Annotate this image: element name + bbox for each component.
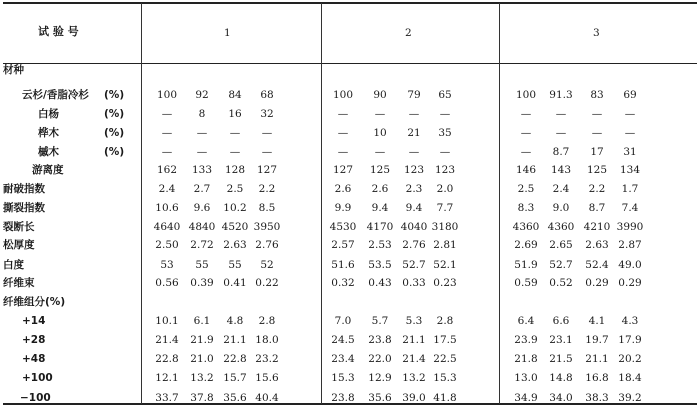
table-cell: 2.69 [514, 239, 538, 251]
table-cell: 52.4 [585, 259, 609, 271]
table-cell: 2.2 [258, 183, 276, 195]
row-unit: (%) [104, 89, 125, 101]
table-cell: 21.1 [585, 353, 609, 365]
table-cell: 143 [550, 164, 572, 176]
table-cell: 19.7 [585, 334, 609, 346]
table-cell: 23.2 [255, 353, 279, 365]
table-cell: 35.6 [368, 392, 392, 404]
table-cell: 21.9 [190, 334, 214, 346]
table-cell: 39.2 [618, 392, 642, 404]
table-cell: 7.0 [334, 315, 352, 327]
table-cell: 4040 [400, 221, 428, 233]
table-cell: — [229, 146, 241, 158]
table-cell: 41.8 [433, 392, 457, 404]
table-cell: 39.0 [402, 392, 426, 404]
table-cell: 134 [619, 164, 641, 176]
table-cell: 8.7 [588, 202, 606, 214]
table-cell: 2.4 [552, 183, 570, 195]
row-label: 材种 [3, 64, 24, 76]
header-label: 试 验 号 [38, 25, 79, 38]
table-cell: 5.7 [371, 315, 389, 327]
column-divider [499, 3, 500, 404]
table-cell: 4530 [329, 221, 357, 233]
table-cell: 92 [195, 89, 209, 101]
table-cell: — [624, 127, 636, 139]
table-cell: 16.8 [585, 372, 609, 384]
table-cell: 9.4 [405, 202, 423, 214]
row-unit: (%) [104, 108, 125, 120]
table-cell: 7.7 [436, 202, 454, 214]
table-cell: 32 [260, 108, 274, 120]
table-cell: 9.9 [334, 202, 352, 214]
table-cell: 6.4 [517, 315, 535, 327]
table-cell: 6.1 [193, 315, 211, 327]
table-cell: 23.8 [368, 334, 392, 346]
table-cell: 2.65 [549, 239, 573, 251]
table-cell: 15.3 [331, 372, 355, 384]
table-cell: 14.8 [549, 372, 573, 384]
table-cell: 4640 [153, 221, 181, 233]
table-cell: 4.8 [226, 315, 244, 327]
row-label: +28 [22, 334, 46, 346]
table-cell: 21.8 [514, 353, 538, 365]
row-unit: (%) [104, 127, 125, 139]
table-cell: 2.3 [405, 183, 423, 195]
table-cell: — [555, 127, 567, 139]
table-cell: — [161, 146, 173, 158]
table-cell: 10.2 [223, 202, 247, 214]
table-cell: 13.2 [190, 372, 214, 384]
table-cell: 0.59 [514, 277, 538, 289]
table-cell: — [261, 146, 273, 158]
table-cell: 35.6 [223, 392, 247, 404]
table-cell: 0.41 [223, 277, 247, 289]
table-cell: 0.52 [549, 277, 573, 289]
table-cell: 31 [623, 146, 637, 158]
table-cell: 21.4 [155, 334, 179, 346]
table-cell: 52.1 [433, 259, 457, 271]
table-cell: 18.0 [255, 334, 279, 346]
table-cell: 2.50 [155, 239, 179, 251]
table-cell: 12.9 [368, 372, 392, 384]
row-label: −100 [20, 392, 51, 404]
table-cell: — [439, 146, 451, 158]
table-cell: 22.8 [223, 353, 247, 365]
table-cell: 23.9 [514, 334, 538, 346]
table-cell: 8.7 [552, 146, 570, 158]
table-cell: — [555, 108, 567, 120]
table-cell: — [196, 146, 208, 158]
table-cell: 2.7 [193, 183, 211, 195]
row-label: 耐破指数 [3, 183, 45, 195]
table-cell: 2.57 [331, 239, 355, 251]
table-cell: — [520, 108, 532, 120]
row-label: 白杨 [38, 108, 59, 120]
table-cell: 18.4 [618, 372, 642, 384]
table-cell: 17.5 [433, 334, 457, 346]
table-cell: 123 [403, 164, 425, 176]
table-cell: 123 [434, 164, 456, 176]
row-label: 裂断长 [3, 221, 35, 233]
table-cell: 2.5 [226, 183, 244, 195]
table-cell: 8.3 [517, 202, 535, 214]
table-cell: 15.3 [433, 372, 457, 384]
table-cell: 127 [256, 164, 278, 176]
table-cell: 128 [224, 164, 246, 176]
table-cell: — [591, 108, 603, 120]
table-cell: 4170 [366, 221, 394, 233]
table-cell: 0.43 [368, 277, 392, 289]
table-cell: 0.29 [585, 277, 609, 289]
table-cell: — [161, 108, 173, 120]
table-cell: 40.4 [255, 392, 279, 404]
table-cell: 125 [586, 164, 608, 176]
table-cell: 22.0 [368, 353, 392, 365]
table-cell: — [337, 146, 349, 158]
table-cell: 0.32 [331, 277, 355, 289]
table-cell: 2.76 [402, 239, 426, 251]
table-cell: 3990 [616, 221, 644, 233]
table-cell: 2.4 [158, 183, 176, 195]
table-cell: 84 [228, 89, 242, 101]
table-cell: 4.1 [588, 315, 606, 327]
table-cell: 162 [156, 164, 178, 176]
table-cell: 0.39 [190, 277, 214, 289]
table-cell: 21.1 [223, 334, 247, 346]
row-unit: (%) [104, 146, 125, 158]
table-cell: 34.9 [514, 392, 538, 404]
table-cell: 0.23 [433, 277, 457, 289]
table-cell: 52.7 [549, 259, 573, 271]
table-cell: 53 [160, 259, 174, 271]
table-cell: 2.8 [436, 315, 454, 327]
row-label: 撕裂指数 [3, 202, 45, 214]
row-label: 纤维组分(%) [3, 296, 66, 308]
table-cell: 6.6 [552, 315, 570, 327]
table-cell: 21 [407, 127, 421, 139]
row-label: +14 [22, 315, 46, 327]
table-cell: — [196, 127, 208, 139]
table-cell: 55 [228, 259, 242, 271]
table-cell: — [520, 127, 532, 139]
table-top-rule [3, 2, 697, 4]
group-header-2: 2 [405, 27, 412, 39]
table-cell: 2.2 [588, 183, 606, 195]
column-divider [141, 3, 142, 404]
table-cell: 69 [623, 89, 637, 101]
row-label: 槭木 [38, 146, 59, 158]
row-label: 桦木 [38, 127, 59, 139]
table-cell: 2.72 [190, 239, 214, 251]
table-cell: 8.5 [258, 202, 276, 214]
header-bottom-rule [3, 63, 697, 64]
table-cell: 2.81 [433, 239, 457, 251]
row-label: 云杉/香脂冷杉 [22, 89, 89, 101]
table-cell: 13.2 [402, 372, 426, 384]
table-cell: 3950 [253, 221, 281, 233]
table-cell: 22.5 [433, 353, 457, 365]
table-cell: 2.63 [223, 239, 247, 251]
table-cell: 2.53 [368, 239, 392, 251]
table-cell: 133 [191, 164, 213, 176]
table-cell: 23.8 [331, 392, 355, 404]
table-cell: 34.0 [549, 392, 573, 404]
table-cell: 49.0 [618, 259, 642, 271]
table-cell: 0.33 [402, 277, 426, 289]
table-cell: 21.1 [402, 334, 426, 346]
table-cell: 10.6 [155, 202, 179, 214]
table-cell: 65 [438, 89, 452, 101]
table-cell: 2.6 [371, 183, 389, 195]
table-cell: 100 [515, 89, 537, 101]
table-cell: — [337, 127, 349, 139]
table-cell: 68 [260, 89, 274, 101]
row-label: 游离度 [32, 164, 64, 176]
table-cell: 4360 [512, 221, 540, 233]
table-cell: 4840 [188, 221, 216, 233]
table-cell: — [161, 127, 173, 139]
table-cell: 2.63 [585, 239, 609, 251]
group-header-1: 1 [224, 27, 231, 39]
table-cell: 51.6 [331, 259, 355, 271]
table-cell: — [408, 108, 420, 120]
table-cell: 23.4 [331, 353, 355, 365]
table-cell: 90 [373, 89, 387, 101]
table-cell: 9.6 [193, 202, 211, 214]
table-cell: — [229, 127, 241, 139]
table-cell: 4.3 [621, 315, 639, 327]
table-cell: 23.1 [549, 334, 573, 346]
table-cell: 52 [260, 259, 274, 271]
group-header-3: 3 [593, 27, 600, 39]
row-label: +48 [22, 353, 46, 365]
table-cell: 51.9 [514, 259, 538, 271]
table-cell: — [408, 146, 420, 158]
table-cell: 3180 [431, 221, 459, 233]
table-cell: — [374, 146, 386, 158]
table-cell: 13.0 [514, 372, 538, 384]
table-cell: 38.3 [585, 392, 609, 404]
table-cell: 2.6 [334, 183, 352, 195]
table-cell: 53.5 [368, 259, 392, 271]
table-cell: 20.2 [618, 353, 642, 365]
table-cell: 35 [438, 127, 452, 139]
table-cell: 2.5 [517, 183, 535, 195]
row-label: 白度 [3, 259, 24, 271]
table-cell: 0.56 [155, 277, 179, 289]
table-cell: 9.4 [371, 202, 389, 214]
table-cell: — [374, 108, 386, 120]
table-cell: 15.6 [255, 372, 279, 384]
table-cell: 21.5 [549, 353, 573, 365]
table-cell: 2.0 [436, 183, 454, 195]
table-cell: 4210 [583, 221, 611, 233]
table-cell: 4520 [221, 221, 249, 233]
table-cell: 2.76 [255, 239, 279, 251]
table-cell: 2.87 [618, 239, 642, 251]
table-cell: 33.7 [155, 392, 179, 404]
table-cell: 5.3 [405, 315, 423, 327]
row-label: +100 [22, 372, 53, 384]
table-cell: 0.22 [255, 277, 279, 289]
table-cell: 37.8 [190, 392, 214, 404]
table-cell: 125 [369, 164, 391, 176]
row-label: 松厚度 [3, 239, 35, 251]
table-cell: 55 [195, 259, 209, 271]
table-cell: 83 [590, 89, 604, 101]
table-cell: 10.1 [155, 315, 179, 327]
table-cell: — [624, 108, 636, 120]
table-cell: 24.5 [331, 334, 355, 346]
table-cell: 21.0 [190, 353, 214, 365]
table-cell: 17 [590, 146, 604, 158]
table-cell: — [261, 127, 273, 139]
table-cell: 91.3 [549, 89, 573, 101]
table-cell: 0.29 [618, 277, 642, 289]
column-divider [321, 3, 322, 404]
table-cell: — [439, 108, 451, 120]
row-label: 纤维束 [3, 277, 35, 289]
table-cell: — [591, 127, 603, 139]
table-cell: 10 [373, 127, 387, 139]
table-cell: 4360 [547, 221, 575, 233]
table-cell: 7.4 [621, 202, 639, 214]
table-cell: 79 [407, 89, 421, 101]
table-cell: — [337, 108, 349, 120]
table-cell: 12.1 [155, 372, 179, 384]
table-cell: 17.9 [618, 334, 642, 346]
table-cell: 100 [332, 89, 354, 101]
table-cell: — [520, 146, 532, 158]
table-cell: 127 [332, 164, 354, 176]
table-cell: 9.0 [552, 202, 570, 214]
table-cell: 100 [156, 89, 178, 101]
table-cell: 15.7 [223, 372, 247, 384]
table-cell: 1.7 [621, 183, 639, 195]
table-cell: 16 [228, 108, 242, 120]
table-cell: 52.7 [402, 259, 426, 271]
table-cell: 21.4 [402, 353, 426, 365]
table-cell: 2.8 [258, 315, 276, 327]
table-cell: 146 [515, 164, 537, 176]
table-cell: 8 [198, 108, 206, 120]
table-cell: 22.8 [155, 353, 179, 365]
